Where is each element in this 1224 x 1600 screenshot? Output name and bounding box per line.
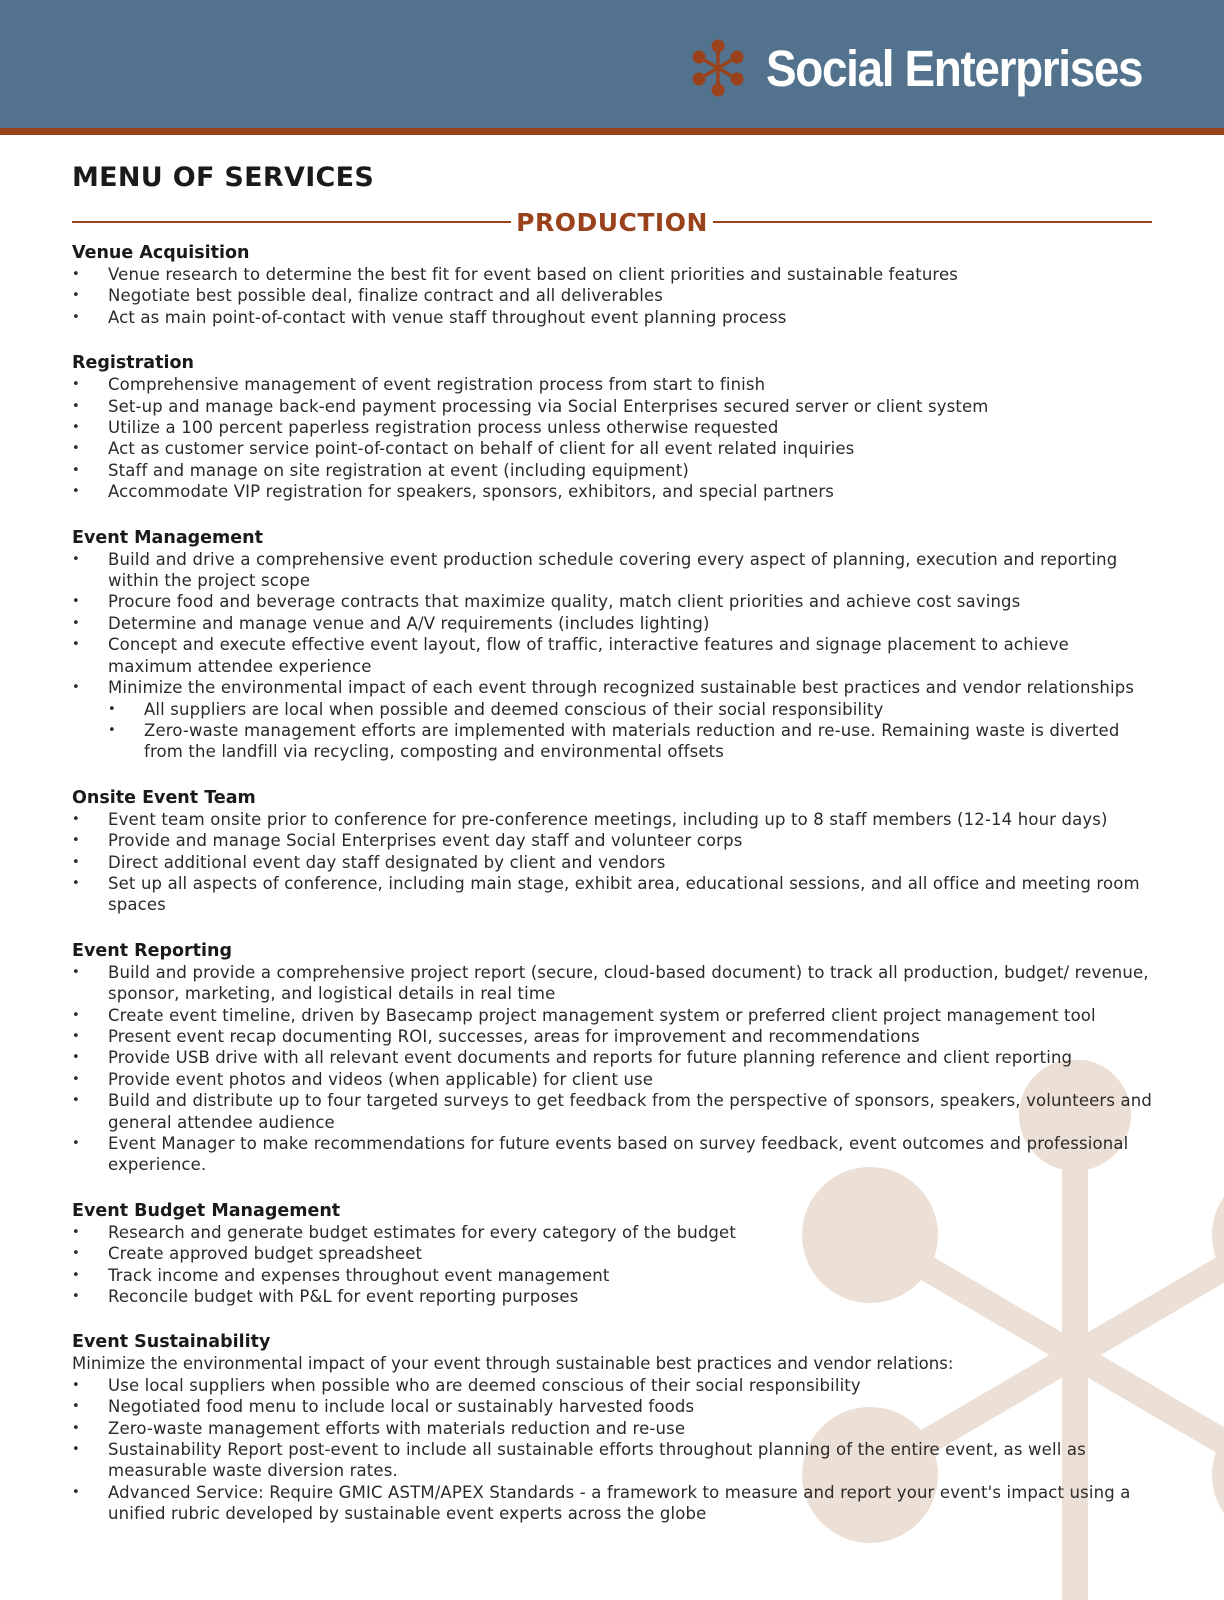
section-title: Event Management: [72, 527, 263, 548]
list-item: • Research and generate budget estimates for every category of the budget: [72, 1222, 1152, 1243]
list-item: • Staff and manage on site registration at event (including equipment): [72, 460, 1152, 481]
list-item: • Negotiated food menu to include local or sustainably harvested foods: [72, 1396, 1152, 1417]
list-item: • Build and provide a comprehensive project report (secure, cloud-based document) to track all production, budget/ revenue, sponsor, marketing, and logistical details in real time: [72, 962, 1152, 1005]
list-item: • Direct additional event day staff designated by client and vendors: [72, 852, 1152, 873]
section-registration: [72, 353, 1152, 502]
list-item: • Set-up and manage back-end payment processing via Social Enterprises secured server or client system: [72, 396, 1152, 417]
list-subitem: • Zero-waste management efforts are implemented with materials reduction and re-use. Remaining waste is diverted from the landfill via recycling, composting and environmental offsets: [108, 720, 1152, 763]
list-subitem: • All suppliers are local when possible and deemed conscious of their social responsibility: [108, 699, 1152, 720]
bullet-list: [72, 1222, 1152, 1308]
section-title: Event Sustainability: [72, 1332, 271, 1353]
header-gap-rule: [0, 135, 1224, 137]
list-item: • Comprehensive management of event registration process from start to finish: [72, 374, 1152, 395]
section-label: PRODUCTION: [516, 207, 708, 237]
section-venue-acquisition: [72, 243, 1152, 328]
bullet-list: [72, 809, 1152, 916]
list-item: • Provide USB drive with all relevant event documents and reports for future planning reference and client reporting: [72, 1047, 1152, 1068]
list-item: • Determine and manage venue and A/V requirements (includes lighting): [72, 613, 1152, 634]
bullet-list: [72, 962, 1152, 1176]
list-item: • Minimize the environmental impact of each event through recognized sustainable best practices and vendor relationships: [72, 677, 1152, 698]
nested-bullet-list: [108, 699, 1152, 763]
divider-line-left: [72, 221, 511, 223]
list-item: • Act as customer service point-of-contact on behalf of client for all event related inquiries: [72, 438, 1152, 459]
list-item: • Build and distribute up to four targeted surveys to get feedback from the perspective of sponsors, speakers, volunteers and general attendee audience: [72, 1090, 1152, 1133]
brand-name: Social Enterprises: [765, 39, 1143, 97]
section-title: Event Reporting: [72, 940, 233, 961]
list-item: • Provide and manage Social Enterprises event day staff and volunteer corps: [72, 830, 1152, 851]
header-banner: [0, 0, 1224, 128]
production-divider: [72, 207, 1152, 237]
list-item: • Sustainability Report post-event to include all sustainable efforts throughout planning of the entire event, as well as measurable waste diversion rates.: [72, 1439, 1152, 1482]
list-item: • Event team onsite prior to conference for pre-conference meetings, including up to 8 staff members (12-14 hour days): [72, 809, 1152, 830]
list-item: • Act as main point-of-contact with venue staff throughout event planning process: [72, 307, 1152, 328]
bullet-list: [72, 1375, 1152, 1525]
section-title: Onsite Event Team: [72, 787, 256, 808]
bullet-list: [72, 374, 1152, 502]
page-title: MENU OF SERVICES: [72, 162, 375, 193]
list-item: • Procure food and beverage contracts that maximize quality, match client priorities and achieve cost savings: [72, 591, 1152, 612]
list-item: • Build and drive a comprehensive event production schedule covering every aspect of planning, execution and reporting within the project scope: [72, 549, 1152, 592]
list-item: • Utilize a 100 percent paperless registration process unless otherwise requested: [72, 417, 1152, 438]
list-item: • Advanced Service: Require GMIC ASTM/APEX Standards - a framework to measure and report your event's impact using a unified rubric developed by sustainable event experts across the globe: [72, 1482, 1152, 1525]
list-item: • Create approved budget spreadsheet: [72, 1243, 1152, 1264]
list-item: • Use local suppliers when possible who are deemed conscious of their social responsibility: [72, 1375, 1152, 1396]
section-intro: Minimize the environmental impact of your event through sustainable best practices and vendor relations:: [72, 1354, 954, 1374]
content: [72, 162, 1152, 1550]
list-item: • Concept and execute effective event layout, flow of traffic, interactive features and signage placement to achieve maximum attendee experience: [72, 634, 1152, 677]
header-accent-rule: [0, 128, 1224, 135]
bullet-list: [72, 264, 1152, 328]
section-event-reporting: [72, 941, 1152, 1176]
list-item: • Accommodate VIP registration for speakers, sponsors, exhibitors, and special partners: [72, 481, 1152, 502]
list-item: • Create event timeline, driven by Basecamp project management system or preferred client project management tool: [72, 1005, 1152, 1026]
list-item: • Reconcile budget with P&L for event reporting purposes: [72, 1286, 1152, 1307]
brand: [688, 38, 1152, 98]
list-item: • Zero-waste management efforts with materials reduction and re-use: [72, 1418, 1152, 1439]
list-item: • Event Manager to make recommendations for future events based on survey feedback, event outcomes and professional experience.: [72, 1133, 1152, 1176]
bullet-list: [72, 549, 1152, 699]
list-item: • Venue research to determine the best fit for event based on client priorities and sustainable features: [72, 264, 1152, 285]
section-title: Registration: [72, 353, 194, 374]
section-event-sustainability: [72, 1332, 1152, 1524]
section-event-budget-management: [72, 1201, 1152, 1308]
section-title: Venue Acquisition: [72, 243, 250, 263]
divider-line-right: [713, 221, 1152, 223]
list-item: • Set up all aspects of conference, including main stage, exhibit area, educational sessions, and all office and meeting room spaces: [72, 873, 1152, 916]
snowflake-molecule-icon: [688, 38, 748, 98]
section-event-management: [72, 528, 1152, 763]
section-title: Event Budget Management: [72, 1200, 341, 1221]
list-item: • Negotiate best possible deal, finalize contract and all deliverables: [72, 285, 1152, 306]
list-item: • Provide event photos and videos (when applicable) for client use: [72, 1069, 1152, 1090]
list-item: • Present event recap documenting ROI, successes, areas for improvement and recommendations: [72, 1026, 1152, 1047]
list-item: • Track income and expenses throughout event management: [72, 1265, 1152, 1286]
section-onsite-event-team: [72, 788, 1152, 916]
